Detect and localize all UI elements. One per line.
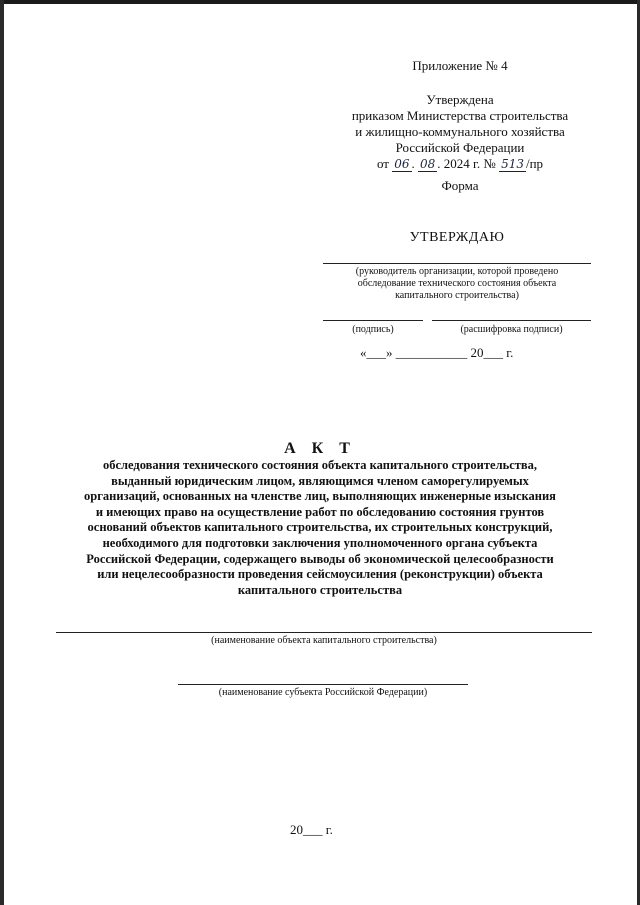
object-name-line: [56, 632, 592, 633]
act-line: необходимого для подготовки заключения уполномоченного органа субъекта: [102, 535, 538, 550]
approval-statement: [340, 92, 580, 172]
approved-line: приказом Министерства строительства: [351, 108, 569, 123]
order-year: 2024 г. №: [443, 156, 496, 171]
act-line: оснований объектов капитального строительства, их строительных конструкций,: [87, 520, 553, 535]
order-prefix: от: [376, 156, 389, 171]
act-line: обследования технического состояния объекта капитального строительства,: [102, 458, 538, 472]
decoding-line: [432, 320, 591, 321]
order-number-handwritten: 513: [501, 157, 524, 171]
approved-line: Утверждена: [426, 92, 494, 107]
order-suffix: /пр: [525, 156, 544, 171]
form-label: Форма: [441, 178, 479, 193]
scan-edge-top: [0, 0, 640, 4]
object-caption: (наименование объекта капитального строительства): [211, 635, 437, 646]
act-description: [64, 458, 576, 598]
act-line: Российской Федерации, содержащего выводы об экономической целесообразности: [86, 551, 554, 566]
signature-line: [323, 320, 423, 321]
order-month-handwritten: 08: [420, 157, 436, 171]
act-line: и имеющих право на осуществление работ по обследованию состояния грунтов: [95, 504, 545, 519]
act-line: капитального строительства: [237, 582, 403, 597]
signature-caption: (подпись): [352, 324, 394, 335]
act-line: выданный юридическим лицом, являющимся членом саморегулируемых: [111, 473, 529, 488]
head-name-line: [323, 263, 591, 264]
order-reference: от 06 . 08 . 2024 г. № 513 /пр: [376, 156, 544, 171]
appendix-number: Приложение № 4: [412, 58, 508, 73]
subject-name-line: [178, 684, 468, 685]
subject-caption: (наименование субъекта Российской Федерации): [218, 687, 428, 698]
order-day-handwritten: 06: [394, 157, 410, 171]
scan-edge-left: [0, 0, 4, 905]
act-line: организаций, основанных на членстве лиц, выполняющих инженерные изыскания: [84, 489, 556, 504]
approval-date: «___» ___________ 20___ г.: [360, 345, 514, 360]
footer-year: 20___ г.: [290, 822, 333, 837]
head-caption: (руководитель организации, которой проведено обследование технического состояния объекта капитального строительства): [355, 266, 559, 301]
approve-title: УТВЕРЖДАЮ: [409, 230, 505, 245]
act-title: А К Т: [284, 440, 356, 457]
act-line: или нецелесообразности проведения сейсмоусиления (реконструкции) объекта: [97, 567, 543, 582]
decoding-caption: (расшифровка подписи): [460, 324, 563, 335]
approved-line: Российской Федерации: [395, 140, 525, 155]
approved-line: и жилищно-коммунального хозяйства: [355, 124, 565, 139]
